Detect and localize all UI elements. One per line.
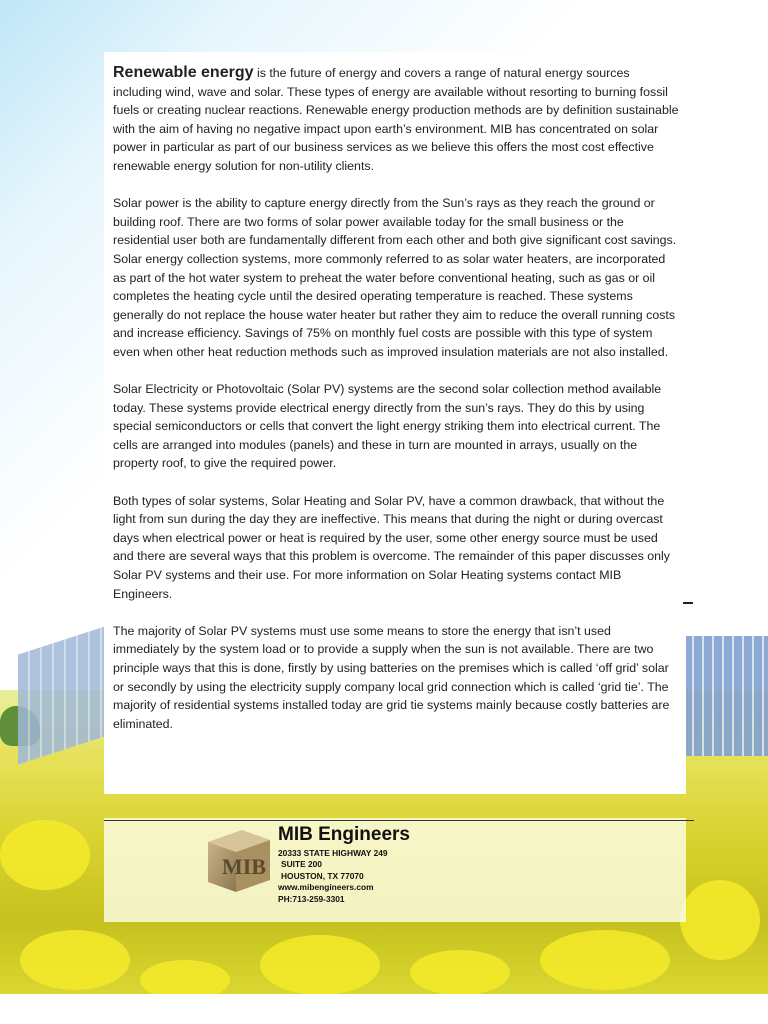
footer-rule	[104, 820, 694, 821]
stray-dash-mark	[683, 602, 693, 604]
flower-blob	[540, 930, 670, 990]
paragraph-1	[113, 64, 679, 176]
website-link[interactable]: www.mibengineers.com	[278, 882, 374, 893]
paragraph-1-text: is the future of energy and covers a range of natural energy sources including wind, wave and solar. These types of energy are available without resorting to burning fossil fuels or creating nuclear reactions. Renewable energy production methods are by definition sustainable with the aim of having no negative impact upon earth’s environment. MIB has concentrated on solar power in particular as part of our business services as we believe this offers the most cost effective renewable energy solution for non-utility clients.	[113, 66, 679, 173]
flower-blob	[20, 930, 130, 990]
lead-term: Renewable energy	[113, 64, 254, 81]
flower-blob	[0, 820, 90, 890]
flower-blob	[680, 880, 760, 960]
flower-blob	[410, 950, 510, 995]
paragraph-4: Both types of solar systems, Solar Heating and Solar PV, have a common drawback, that without the light from sun during the day they are ineffective. This means that during the night or during overcast days when electrical power or heat is required by the user, some other energy source must be used and there are several ways that this problem is overcome. The remainder of this paper discusses only Solar PV systems and their use. For more information on Solar Heating systems contact MIB Engineers.	[113, 493, 670, 601]
flower-blob	[260, 935, 380, 995]
address-line-1: 20333 STATE HIGHWAY 249	[278, 848, 388, 858]
phone-number: PH:713-259-3301	[278, 893, 345, 904]
paragraph-2: Solar power is the ability to capture energy directly from the Sun’s rays as they reach the ground or building roof. There are two forms of solar power available today for the small business or the residential user both are fundamentally different from each other and both give significant cost savings. Solar energy collection systems, more commonly referred to as solar water heaters, are incorporated as part of the hot water system to preheat the water before conventional heating, such as gas or oil completes the heating cycle until the desired operating temperature is reached. These systems generally do not replace the house water heater but rather they aim to reduce the overall running costs and increase efficiency. Savings of 75% on monthly fuel costs are possible with this type of system even when other heat reduction methods such as improved insulation materials are not also installed.	[113, 196, 677, 359]
address-line-3: HOUSTON, TX 77070	[281, 870, 364, 881]
company-name: MIB Engineers	[278, 824, 410, 845]
company-address	[278, 848, 388, 905]
logo-lettering: MIB	[222, 854, 266, 879]
solar-panel-right	[684, 636, 768, 756]
paragraph-5: The majority of Solar PV systems must use some means to store the energy that isn’t used immediately by the system load or to provide a supply when the sun is not available. There are two principle ways that this is done, firstly by using batteries on the premises which is called ‘off grid’ solar or secondly by using the electricity supply company local grid connection which is called ‘grid tie’. The majority of residential systems installed today are grid tie systems mainly because costly batteries are eliminated.	[113, 623, 670, 731]
mib-logo	[202, 828, 274, 894]
article-body	[113, 64, 679, 752]
bottom-margin	[0, 994, 768, 1024]
paragraph-3: Solar Electricity or Photovoltaic (Solar PV) systems are the second solar collection method available today. These systems provide electrical energy directly from the sun’s rays. They do this by using special semiconductors or cells that convert the light energy striking them into electrical current. The cells are arranged into modules (panels) and these in turn are mounted in arrays, usually on the property roof, to give the required power.	[113, 382, 662, 471]
address-line-2: SUITE 200	[281, 859, 322, 870]
